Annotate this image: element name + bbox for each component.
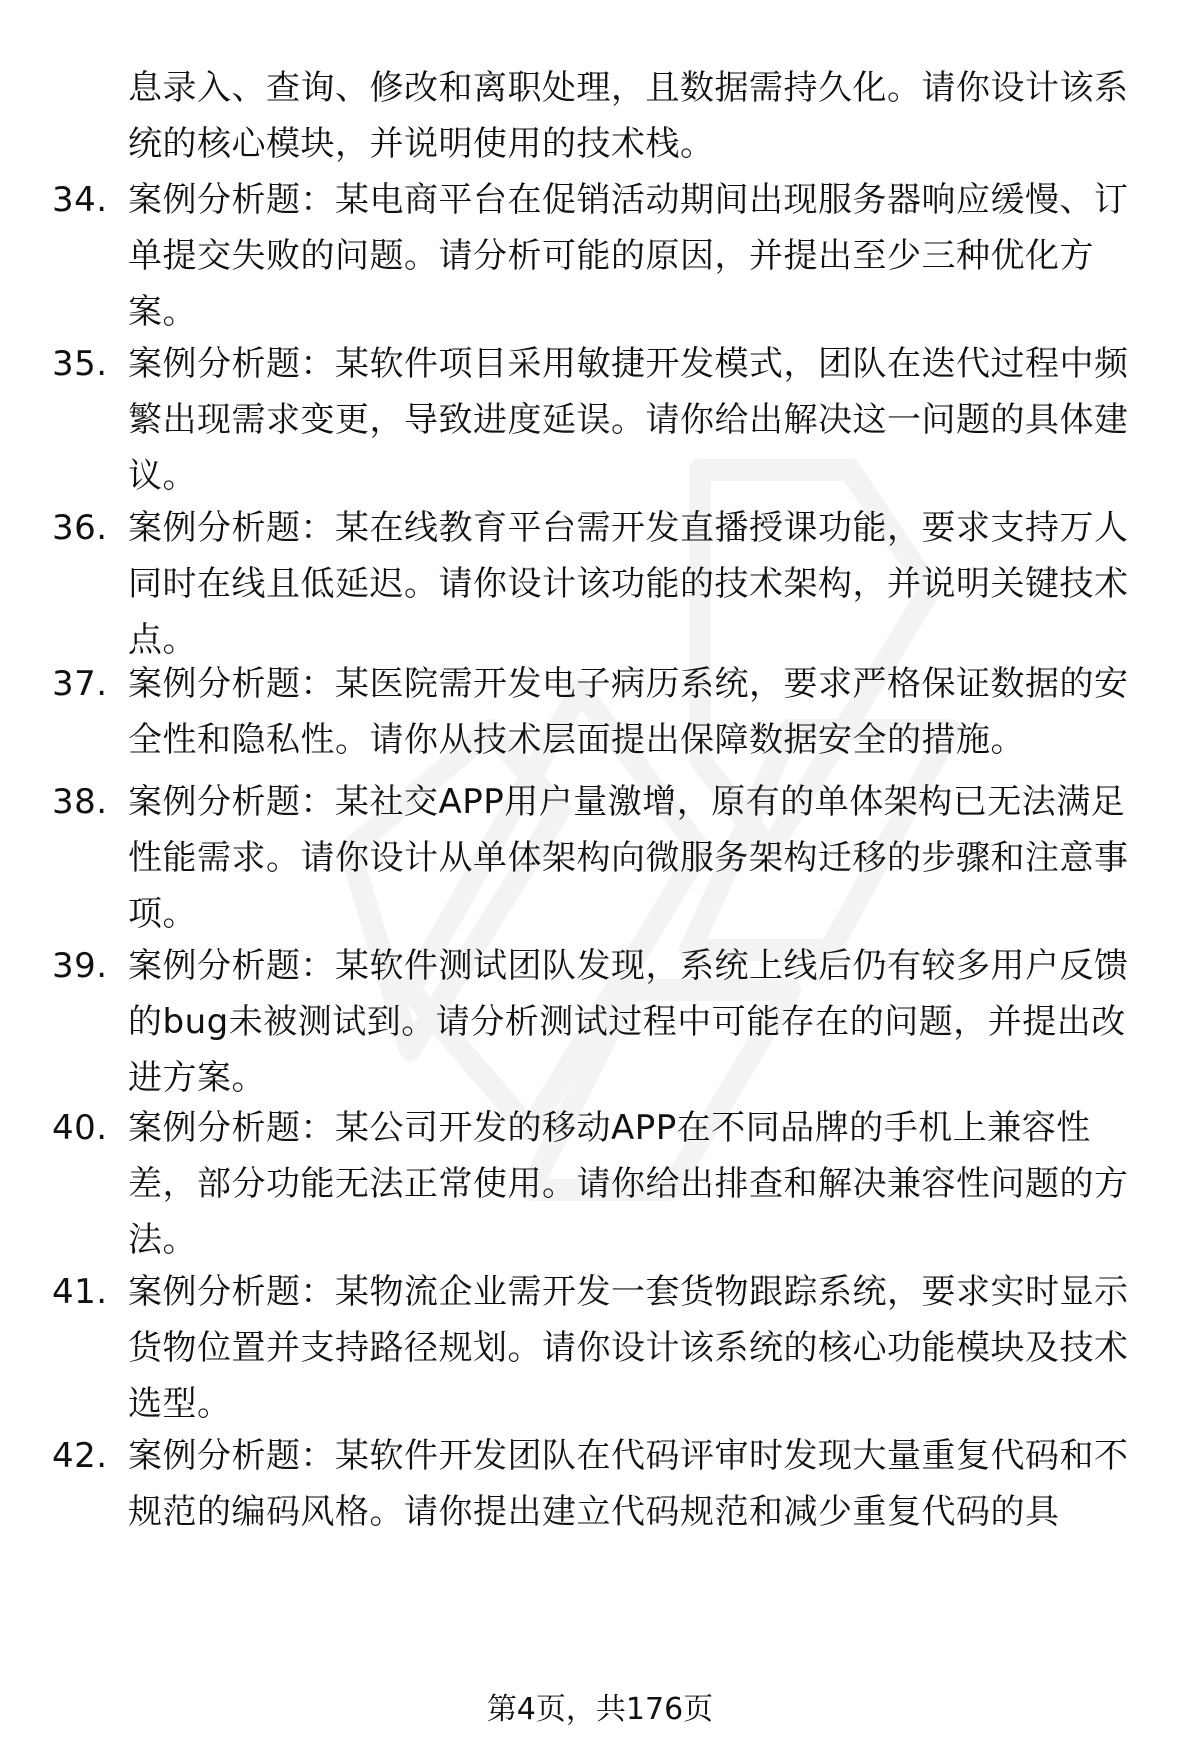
question-number: 37. [52,664,108,704]
question-text: 案例分析题：某电商平台在促销活动期间出现服务器响应缓慢、订单提交失败的问题。请分析可能的原因，并提出至少三种优化方案。 [128,180,1129,332]
question-39 [52,938,1152,1106]
continued-question-text: 息录入、查询、修改和离职处理，且数据需持久化。请你设计该系统的核心模块，并说明使用的技术栈。 [128,68,1129,164]
question-number: 34. [52,180,108,220]
question-number: 35. [52,344,108,384]
question-number: 36. [52,508,108,548]
question-35 [52,336,1152,504]
question-number: 41. [52,1272,108,1312]
question-text: 案例分析题：某医院需开发电子病历系统，要求严格保证数据的安全性和隐私性。请你从技术层面提出保障数据安全的措施。 [128,664,1129,760]
question-number: 40. [52,1108,108,1148]
question-text: 案例分析题：某物流企业需开发一套货物跟踪系统，要求实时显示货物位置并支持路径规划。请你设计该系统的核心功能模块及技术选型。 [128,1272,1129,1424]
question-text: 案例分析题：某软件开发团队在代码评审时发现大量重复代码和不规范的编码风格。请你提出建立代码规范和减少重复代码的具 [128,1436,1129,1532]
question-37 [52,656,1152,768]
question-number: 42. [52,1436,108,1476]
question-text: 案例分析题：某软件测试团队发现，系统上线后仍有较多用户反馈的bug未被测试到。请分析测试过程中可能存在的问题，并提出改进方案。 [128,946,1129,1098]
question-text: 案例分析题：某社交APP用户量激增，原有的单体架构已无法满足性能需求。请你设计从单体架构向微服务架构迁移的步骤和注意事项。 [128,782,1129,934]
question-38 [52,774,1152,942]
question-text: 案例分析题：某软件项目采用敏捷开发模式，团队在迭代过程中频繁出现需求变更，导致进度延误。请你给出解决这一问题的具体建议。 [128,344,1129,496]
page-footer: 第4页，共176页 [486,1692,714,1727]
question-36 [52,500,1152,668]
question-text: 案例分析题：某公司开发的移动APP在不同品牌的手机上兼容性差，部分功能无法正常使用。请你给出排查和解决兼容性问题的方法。 [128,1108,1129,1260]
question-number: 38. [52,782,108,822]
question-text: 案例分析题：某在线教育平台需开发直播授课功能，要求支持万人同时在线且低延迟。请你设计该功能的技术架构，并说明关键技术点。 [128,508,1129,660]
question-41 [52,1264,1152,1432]
question-40 [52,1100,1152,1268]
question-42 [52,1428,1152,1540]
question-number: 39. [52,946,108,986]
question-34 [52,172,1152,340]
